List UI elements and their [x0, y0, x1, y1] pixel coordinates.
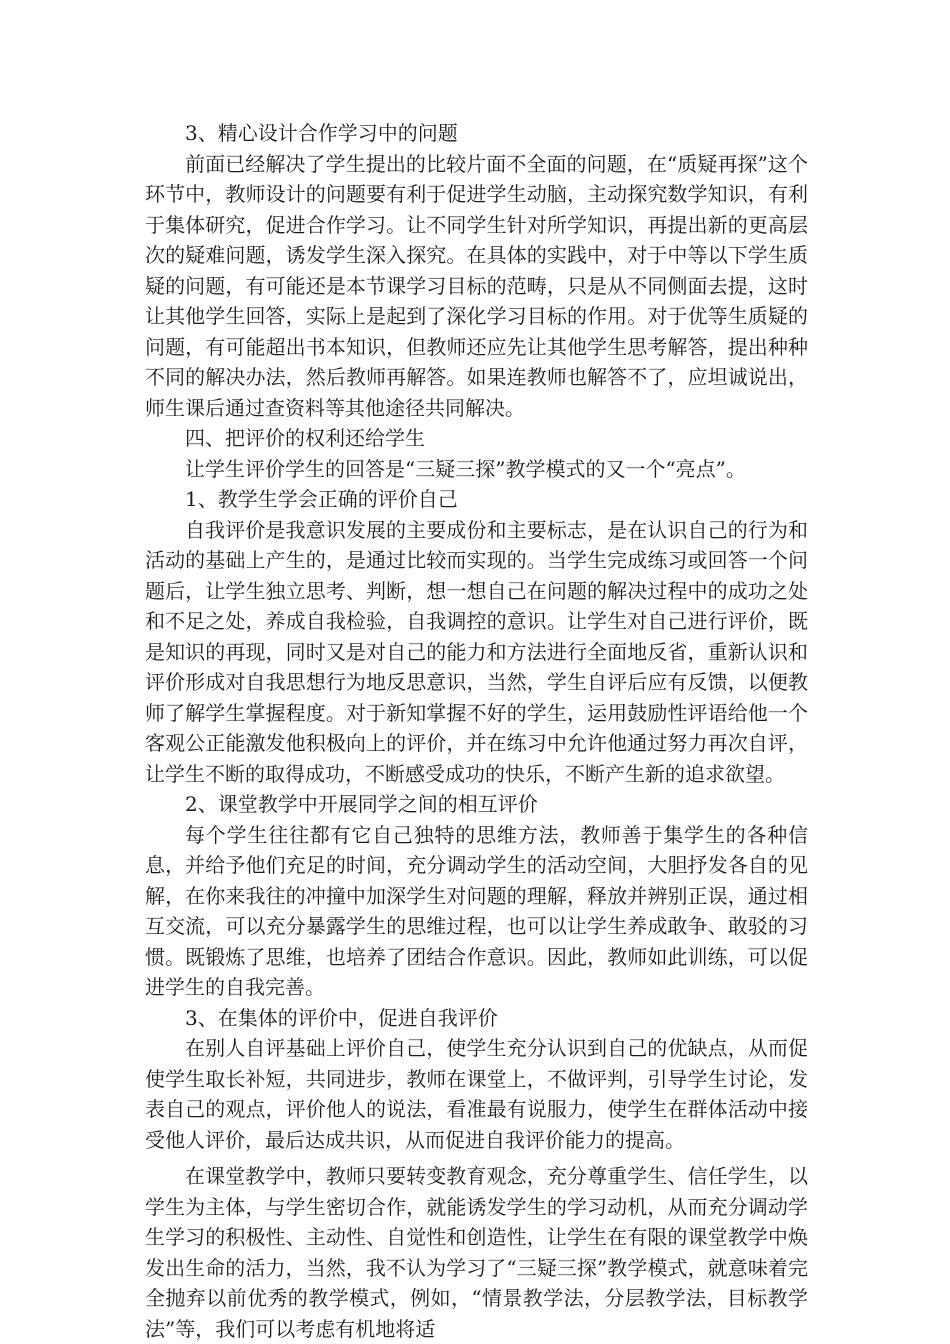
paragraph-self-evaluation: 自我评价是我意识发展的主要成份和主要标志，是在认识自己的行为和活动的基础上产生的，是通过比较而实现的。当学生完成练习或回答一个问题后，让学生独立思考、判断，想一想自己在问题的解决过程中的成功之处和不足之处，养成自我检验，自我调控的意识。让学生对自己进行评价，既是知识的再现，同时又是对自己的能力和方法进行全面地反省，重新认识和评价形成对自我思想行为地反思意识，当然，学生自评后应有反馈，以便教师了解学生掌握程度。对于新知掌握不好的学生，运用鼓励性评语给他一个客观公正能激发他积极向上的评价，并在练习中允许他通过努力再次自评，让学生不断的取得成功，不断感受成功的快乐，不断产生新的追求欲望。: [145, 517, 808, 786]
paragraph-peer-evaluation: 每个学生往往都有它自己独特的思维方法，教师善于集学生的各种信息，并给予他们充足的时间，充分调动学生的活动空间，大胆抒发各自的见解，在你来我往的冲撞中加深学生对问题的理解，释放并辨别正误，通过相互交流，可以充分暴露学生的思维过程，也可以让学生养成敢争、敢驳的习惯。既锻炼了思维，也培养了团结合作意识。因此，教师如此训练，可以促进学生的自我完善。: [145, 822, 808, 999]
section-heading-4-evaluation-rights: 四、把评价的权利还给学生: [185, 426, 425, 450]
section-heading-3-group-evaluation: 3、在集体的评价中，促进自我评价: [185, 1005, 498, 1030]
section-heading-2-peer-evaluation: 2、课堂教学中开展同学之间的相互评价: [185, 792, 538, 816]
section-heading-1-self-evaluation: 1、教学生学会正确的评价自己: [185, 487, 458, 511]
paragraph-group-evaluation: 在别人自评基础上评价自己，使学生充分认识到自己的优缺点，从而促使学生取长补短，共同进步，教师在课堂上，不做评判，引导学生讨论，发表自己的观点，评价他人的说法，看准最有说服力，使学生在群体活动中接受他人评价，最后达成共识，从而促进自我评价能力的提高。: [145, 1036, 808, 1152]
paragraph-question-design: 前面已经解决了学生提出的比较片面不全面的问题，在“质疑再探”这个环节中，教师设计的问题要有利于促进学生动脑，主动探究数学知识，有利于集体研究，促进合作学习。让不同学生针对所学知识，再提出新的更高层次的疑难问题，诱发学生深入探究。在具体的实践中，对于中等以下学生质疑的问题，有可能还是本节课学习目标的范畴，只是从不同侧面去提，这时让其他学生回答，实际上是起到了深化学习目标的作用。对于优等生质疑的问题，有可能超出书本知识，但教师还应先让其他学生思考解答，提出种种不同的解决办法，然后教师再解答。如果连教师也解答不了，应坦诚说出，师生课后通过查资料等其他途径共同解决。: [145, 151, 808, 420]
paragraph-conclusion: 在课堂教学中，教师只要转变教育观念，充分尊重学生、信任学生，以学生为主体，与学生密切合作，就能诱发学生的学习动机，从而充分调动学生学习的积极性、主动性、自觉性和创造性，让学生在有限的课堂教学中焕发出生命的活力，当然，我不认为学习了“三疑三探”教学模式，就意味着完全抛弃以前优秀的教学模式，例如，“情景教学法，分层教学法，目标教学法”等，我们可以考虑有机地将适: [145, 1164, 808, 1341]
section-heading-3-cooperative-questions: 3、精心设计合作学习中的问题: [185, 121, 458, 145]
paragraph-evaluation-highlight: 让学生评价学生的回答是“三疑三探”教学模式的又一个“亮点”。: [185, 456, 746, 481]
document-body: [145, 118, 808, 1344]
